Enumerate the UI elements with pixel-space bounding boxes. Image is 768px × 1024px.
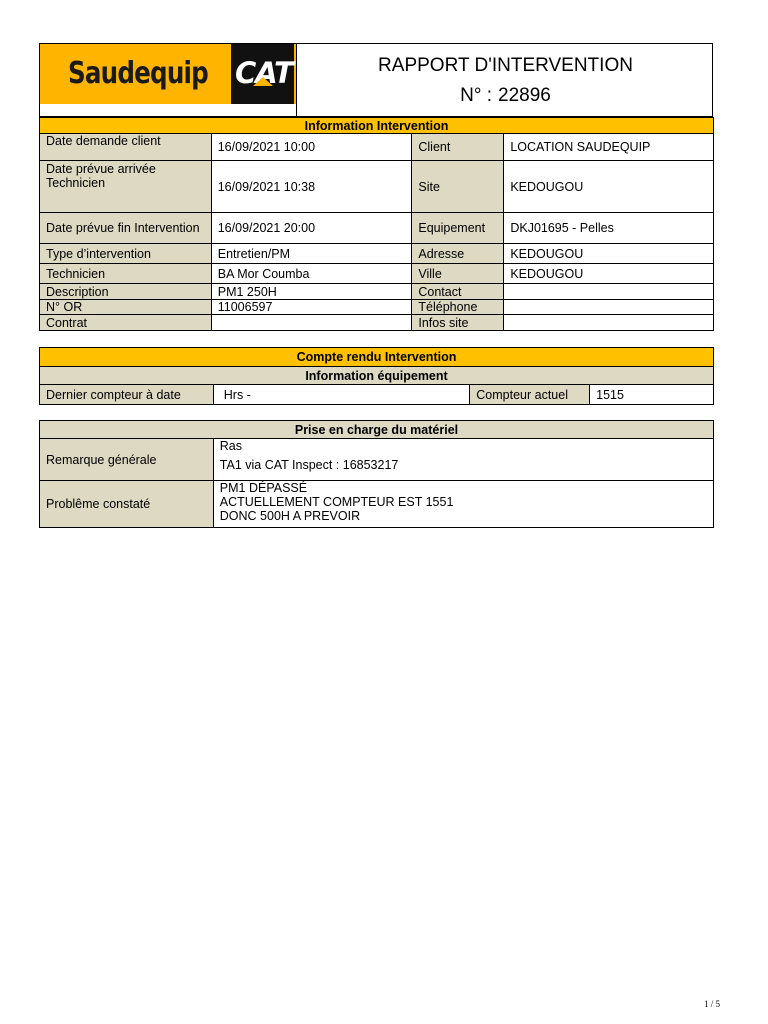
saudequip-logo <box>40 44 296 104</box>
infos-site-value <box>504 315 714 331</box>
intervention-table <box>39 117 714 331</box>
report-number <box>297 85 714 107</box>
dernier-compteur-label: Dernier compteur à date <box>40 385 214 405</box>
prise-en-charge-section-title: Prise en charge du matériel <box>40 421 714 439</box>
site-label: Site <box>412 161 504 213</box>
adresse-value: KEDOUGOU <box>504 244 714 264</box>
compteur-actuel-label: Compteur actuel <box>470 385 590 405</box>
compteur-actuel-value: 1515 <box>590 385 714 405</box>
dernier-compteur-value: Hrs - <box>213 385 470 405</box>
equipement-value: DKJ01695 - Pelles <box>504 213 714 244</box>
telephone-value <box>504 300 714 315</box>
remarque-line-2: TA1 via CAT Inspect : 16853217 <box>219 458 399 472</box>
date-arrivee-label: Date prévue arrivée Technicien <box>40 161 212 213</box>
cat-logo-text: CAT <box>235 56 293 90</box>
type-intervention-value: Entretien/PM <box>211 244 412 264</box>
site-value: KEDOUGOU <box>504 161 714 213</box>
date-fin-value: 16/09/2021 20:00 <box>211 213 412 244</box>
adresse-label: Adresse <box>412 244 504 264</box>
technicien-value: BA Mor Coumba <box>211 264 412 284</box>
intervention-section-title: Information Intervention <box>40 118 714 134</box>
probleme-line-1: PM1 DÉPASSÉ <box>219 481 308 495</box>
client-value: LOCATION SAUDEQUIP <box>504 134 714 161</box>
remarque-value <box>213 439 713 481</box>
report-number-value: 22896 <box>498 85 551 106</box>
report-title: RAPPORT D'INTERVENTION <box>378 55 633 76</box>
logo-text: Saudequip <box>68 56 208 91</box>
probleme-label: Problême constaté <box>40 481 214 528</box>
date-fin-label: Date prévue fin Intervention <box>40 213 212 244</box>
date-arrivee-value: 16/09/2021 10:38 <box>211 161 412 213</box>
cat-triangle-icon <box>253 77 273 86</box>
contrat-label: Contrat <box>40 315 212 331</box>
ville-label: Ville <box>412 264 504 284</box>
compte-rendu-section-title: Compte rendu Intervention <box>40 348 714 367</box>
probleme-line-3: DONC 500H A PREVOIR <box>219 509 361 523</box>
equipement-label: Equipement <box>412 213 504 244</box>
contact-label: Contact <box>412 284 504 300</box>
equipement-info-title: Information équipement <box>40 367 714 385</box>
page-number: 1 / 5 <box>703 999 720 1009</box>
type-intervention-label: Type d’intervention <box>40 244 212 264</box>
description-value: PM1 250H <box>211 284 412 300</box>
infos-site-label: Infos site <box>412 315 504 331</box>
client-label: Client <box>412 134 504 161</box>
compte-rendu-table <box>39 347 714 405</box>
technicien-label: Technicien <box>40 264 212 284</box>
ville-value: KEDOUGOU <box>504 264 714 284</box>
n-or-label: N° OR <box>40 300 212 315</box>
remarque-line-1: Ras <box>219 439 243 453</box>
cat-logo <box>231 44 294 104</box>
prise-en-charge-table <box>39 420 714 528</box>
date-demande-label: Date demande client <box>40 134 212 161</box>
probleme-line-2: ACTUELLEMENT COMPTEUR EST 1551 <box>219 495 454 509</box>
probleme-value <box>213 481 713 528</box>
report-header <box>39 43 713 117</box>
contact-value <box>504 284 714 300</box>
n-or-value: 11006597 <box>211 300 412 315</box>
contrat-value <box>211 315 412 331</box>
remarque-label: Remarque générale <box>40 439 214 481</box>
telephone-label: Téléphone <box>412 300 504 315</box>
description-label: Description <box>40 284 212 300</box>
date-demande-value: 16/09/2021 10:00 <box>211 134 412 161</box>
report-number-label: N° : <box>460 85 493 106</box>
